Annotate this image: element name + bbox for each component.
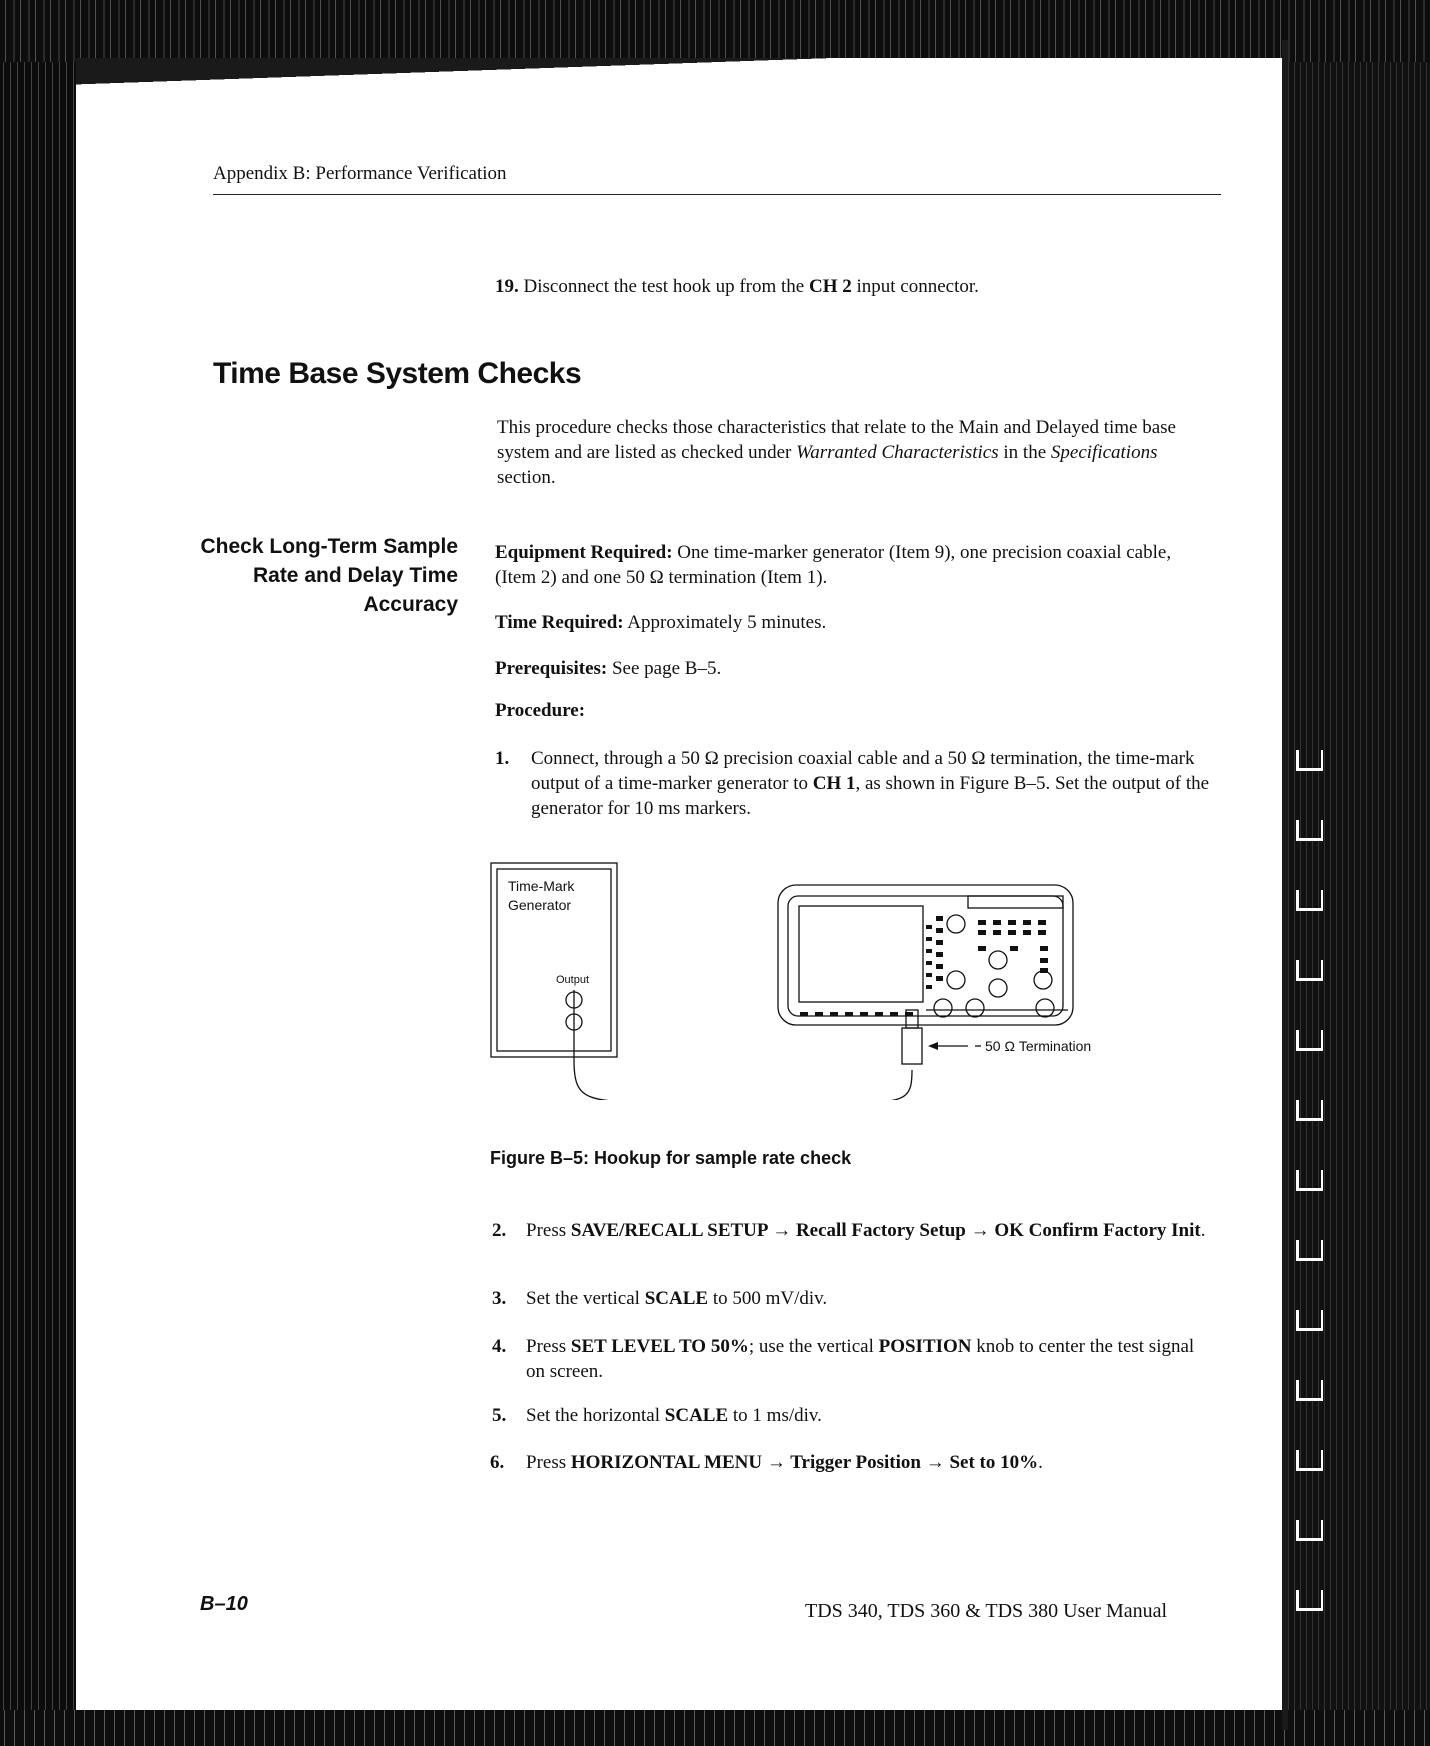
intro-italic-2: Specifications <box>1050 442 1158 463</box>
step-4-text-e: knob to center the test signal on screen. <box>526 1336 1195 1382</box>
step-2-text-a: Press <box>526 1220 571 1241</box>
step-5-text-a: Set the horizontal <box>526 1405 665 1426</box>
step-19-text-b: CH 2 <box>808 276 852 297</box>
step-4-text <box>526 1334 1216 1384</box>
side-heading-line-1: Check Long-Term Sample <box>200 535 458 558</box>
section-intro <box>497 415 1207 490</box>
step-3-text-b: SCALE <box>644 1288 709 1309</box>
step-3 <box>492 1286 1212 1314</box>
step-19-text-c: input connector. <box>851 276 979 297</box>
oscilloscope-screen <box>799 906 923 1002</box>
coax-cable <box>574 1060 912 1100</box>
ch1-connector-icon <box>934 999 952 1017</box>
step-6-number: 6. <box>490 1452 505 1473</box>
step-5-text-c: to 1 ms/div. <box>728 1405 822 1426</box>
step-6-text-b: HORIZONTAL MENU → Trigger Position → Set to 10% <box>570 1452 1039 1473</box>
step-5 <box>492 1403 1212 1431</box>
procedure-label: Procedure: <box>495 700 586 721</box>
step-4-text-b: SET LEVEL TO 50% <box>570 1336 749 1357</box>
section-title: Time Base System Checks <box>213 357 582 390</box>
running-header: Appendix B: Performance Verification <box>213 163 507 184</box>
step-6-text <box>526 1450 1216 1475</box>
step-1 <box>495 746 1215 826</box>
scan-border-left <box>0 0 76 1746</box>
step-5-text-b: SCALE <box>664 1405 729 1426</box>
procedure-heading <box>495 698 1215 723</box>
step-6 <box>490 1450 1210 1478</box>
scan-border-bottom <box>0 1710 1430 1746</box>
arrow-icon <box>928 1042 938 1050</box>
time-required <box>495 610 1215 635</box>
time-label: Time Required: <box>495 612 624 633</box>
step-2-text <box>526 1218 1216 1243</box>
knob-icon <box>947 915 965 933</box>
termination-icon <box>902 1028 922 1064</box>
step-4-text-c: ; use the vertical <box>748 1336 879 1357</box>
hookup-diagram <box>488 860 1148 1100</box>
equipment-label: Equipment Required: <box>495 542 673 563</box>
time-text: Approximately 5 minutes. <box>623 612 827 633</box>
equipment-text: One time-marker generator (Item 9), one precision coaxial cable, (Item 2) and one 50 Ω termination (Item 1). <box>495 542 1172 588</box>
step-1-text <box>531 746 1221 821</box>
output-label: Output <box>556 974 590 986</box>
step-1-text-a: Connect, through a 50 Ω precision coaxial cable and a 50 Ω termination, the time-mark output of a time-marker generator to <box>531 748 1195 794</box>
page-number: B–10 <box>200 1593 248 1615</box>
side-heading-line-3: Accuracy <box>363 593 458 616</box>
intro-text-c: section. <box>497 467 556 488</box>
generator-label-line-1: Time-Mark <box>508 878 575 894</box>
prereq-text: See page B–5. <box>607 658 722 679</box>
step-3-text-a: Set the vertical <box>526 1288 645 1309</box>
step-1-text-c: , as shown in Figure B–5. Set the output of the generator for 10 ms markers. <box>531 773 1210 819</box>
step-19 <box>495 276 979 298</box>
scan-border-right <box>1280 0 1430 1746</box>
prerequisites <box>495 656 1215 681</box>
intro-text-a: This procedure checks those characteristics that relate to the Main and Delayed time base system and are listed as checked under <box>497 417 1176 463</box>
step-3-text <box>526 1286 1216 1311</box>
header-rule <box>213 194 1221 195</box>
step-19-number: 19. <box>495 276 519 297</box>
step-1-number: 1. <box>495 748 510 769</box>
step-1-text-b: CH 1 <box>812 773 856 794</box>
generator-label-line-2: Generator <box>508 897 572 913</box>
step-3-number: 3. <box>492 1288 507 1309</box>
step-4 <box>492 1334 1212 1386</box>
intro-text-b: in the <box>998 442 1051 463</box>
side-heading-line-2: Rate and Delay Time <box>252 564 458 587</box>
figure-caption: Figure B–5: Hookup for sample rate check <box>490 1148 852 1168</box>
intro-italic-1: Warranted Characteristics <box>796 442 999 463</box>
termination-label: 50 Ω Termination <box>985 1038 1092 1054</box>
step-2 <box>492 1218 1212 1270</box>
step-6-text-a: Press <box>526 1452 571 1473</box>
prereq-label: Prerequisites: <box>495 658 608 679</box>
step-19-text-a: Disconnect the test hook up from the <box>523 276 809 297</box>
step-4-number: 4. <box>492 1336 507 1357</box>
step-4-text-d: POSITION <box>878 1336 972 1357</box>
step-6-text-c: . <box>1038 1452 1043 1473</box>
step-2-text-b: SAVE/RECALL SETUP → Recall Factory Setup → OK Confirm Factory Init <box>570 1220 1201 1241</box>
step-3-text-c: to 500 mV/div. <box>708 1288 828 1309</box>
scan-border-top-edge <box>76 58 1282 104</box>
equipment-required <box>495 540 1215 590</box>
step-5-text <box>526 1403 1216 1428</box>
step-2-number: 2. <box>492 1220 507 1241</box>
scan-border-right-edge <box>1282 40 1288 1730</box>
side-heading <box>200 532 458 619</box>
step-5-number: 5. <box>492 1405 507 1426</box>
step-2-text-c: . <box>1200 1220 1206 1241</box>
scan-border-top <box>0 0 1430 62</box>
step-4-text-a: Press <box>526 1336 571 1357</box>
manual-title: TDS 340, TDS 360 & TDS 380 User Manual <box>805 1600 1168 1622</box>
